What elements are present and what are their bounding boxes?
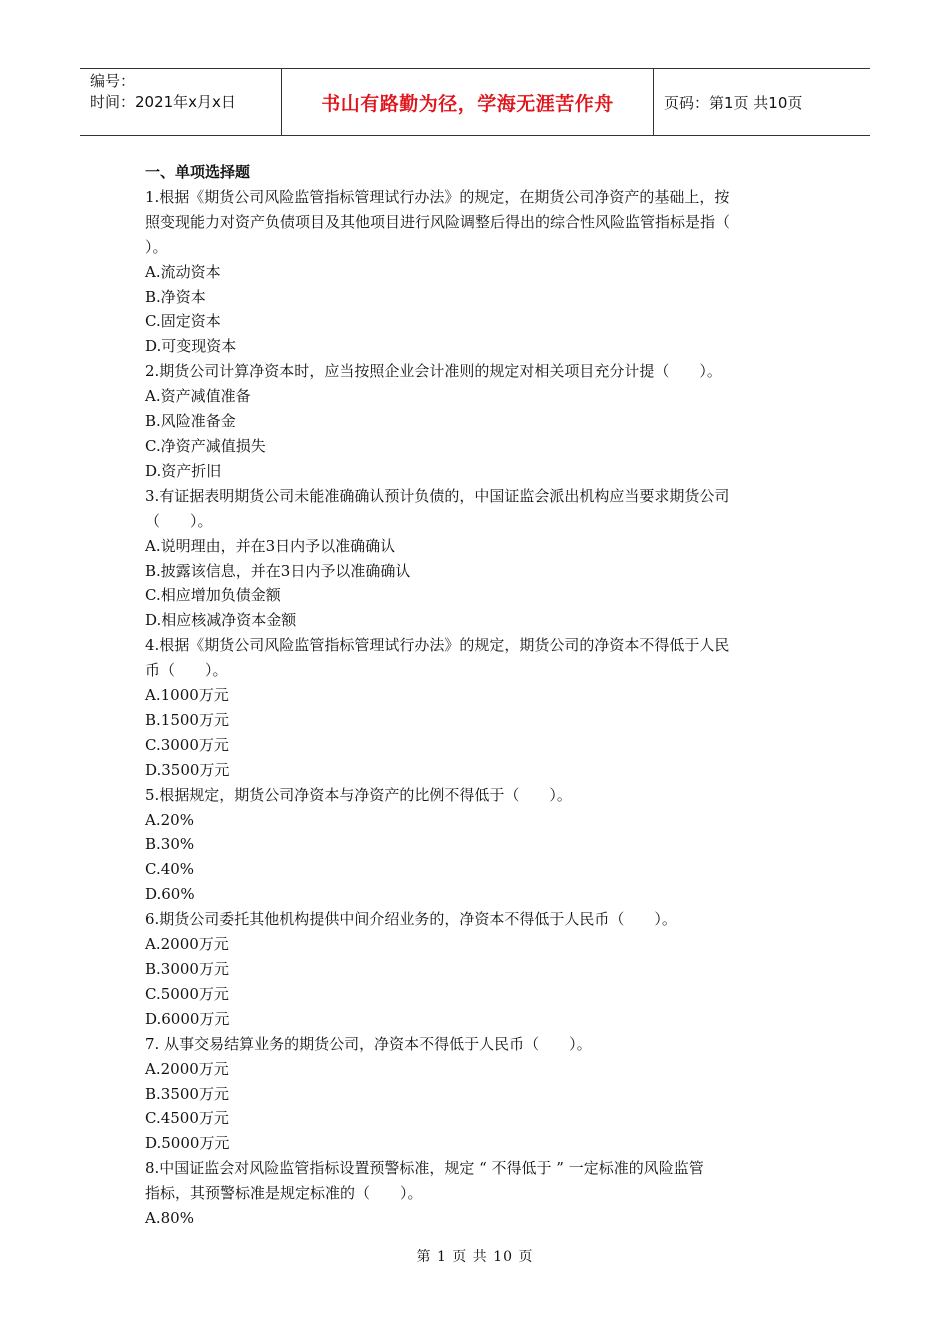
answer-option: A.20%	[145, 810, 194, 829]
question-stem-line: 指标，其预警标准是规定标准的（ ）。	[145, 1184, 423, 1203]
answer-option: B.风险准备金	[145, 412, 236, 431]
answer-option: D.6000万元	[145, 1009, 230, 1028]
answer-option: B.净资本	[145, 287, 206, 306]
question-6	[145, 907, 810, 1032]
answer-option: A.1000万元	[145, 686, 229, 705]
question-stem-line: 3.有证据表明期货公司未能准确确认预计负债的，中国证监会派出机构应当要求期货公司	[145, 486, 730, 505]
header-motto: 书山有路勤为径，学海无涯苦作舟	[282, 69, 654, 135]
answer-option: A.资产减值准备	[145, 387, 251, 406]
answer-option: A.80%	[145, 1209, 194, 1228]
page-footer: 第 1 页 共 10 页	[416, 1249, 534, 1265]
answer-option: C.40%	[145, 860, 195, 879]
question-8	[145, 1156, 810, 1231]
answer-option: B.披露该信息，并在3日内予以准确确认	[145, 561, 411, 580]
answer-option: B.1500万元	[145, 710, 229, 729]
answer-option: B.3500万元	[145, 1084, 229, 1103]
question-3	[145, 484, 810, 633]
answer-option: C.5000万元	[145, 984, 229, 1003]
answer-option: A.流动资本	[145, 262, 221, 281]
answer-option: D.资产折旧	[145, 461, 222, 480]
answer-option: B.30%	[145, 835, 195, 854]
question-stem-line: 4.根据《期货公司风险监管指标管理试行办法》的规定，期货公司的净资本不得低于人民	[145, 636, 730, 655]
question-stem-line: （ ）。	[145, 511, 213, 530]
question-2	[145, 359, 810, 484]
answer-option: A.2000万元	[145, 935, 229, 954]
question-stem-line: 5.根据规定，期货公司净资本与净资产的比例不得低于（ ）。	[145, 785, 572, 804]
header-meta	[80, 69, 282, 135]
answer-option: D.3500万元	[145, 760, 230, 779]
question-stem-line: 2.期货公司计算净资本时，应当按照企业会计准则的规定对相关项目充分计提（ ）。	[145, 362, 722, 381]
answer-option: A.说明理由，并在3日内予以准确确认	[145, 536, 396, 555]
question-5	[145, 783, 810, 908]
page-header	[80, 68, 870, 136]
answer-option: D.5000万元	[145, 1134, 230, 1153]
question-7	[145, 1032, 810, 1157]
answer-option: D.可变现资本	[145, 337, 237, 356]
header-page-info: 页码：第1页 共10页	[664, 93, 803, 112]
answer-option: C.3000万元	[145, 735, 229, 754]
question-stem-line: 6.期货公司委托其他机构提供中间介绍业务的，净资本不得低于人民币（ ）。	[145, 910, 677, 929]
question-4	[145, 633, 810, 782]
answer-option: A.2000万元	[145, 1059, 229, 1078]
section-title: 一、单项选择题	[145, 163, 251, 181]
answer-option: C.固定资本	[145, 312, 221, 331]
answer-option: C.4500万元	[145, 1109, 229, 1128]
answer-option: D.60%	[145, 885, 195, 904]
answer-option: C.相应增加负债金额	[145, 586, 281, 605]
answer-option: D.相应核减净资本金额	[145, 611, 297, 630]
question-stem-line: 8.中国证监会对风险监管指标设置预警标准，规定 “ 不得低于 ” 一定标准的风险监管	[145, 1159, 704, 1178]
question-stem-line: ）。	[145, 237, 168, 256]
question-stem-line: 1.根据《期货公司风险监管指标管理试行办法》的规定，在期货公司净资产的基础上，按	[145, 187, 730, 206]
question-stem-line: 7. 从事交易结算业务的期货公司，净资本不得低于人民币（ ）。	[145, 1034, 592, 1053]
question-list	[145, 185, 810, 1231]
answer-option: C.净资产减值损失	[145, 436, 266, 455]
answer-option: B.3000万元	[145, 960, 229, 978]
document-time: 时间：2021年x月x日	[90, 93, 236, 111]
document-body	[145, 160, 810, 1231]
question-stem-line: 币（ ）。	[145, 661, 228, 680]
question-1	[145, 185, 810, 359]
question-stem-line: 照变现能力对资产负债项目及其他项目进行风险调整后得出的综合性风险监管指标是指（	[145, 212, 731, 231]
document-number-label: 编号：	[90, 72, 136, 90]
